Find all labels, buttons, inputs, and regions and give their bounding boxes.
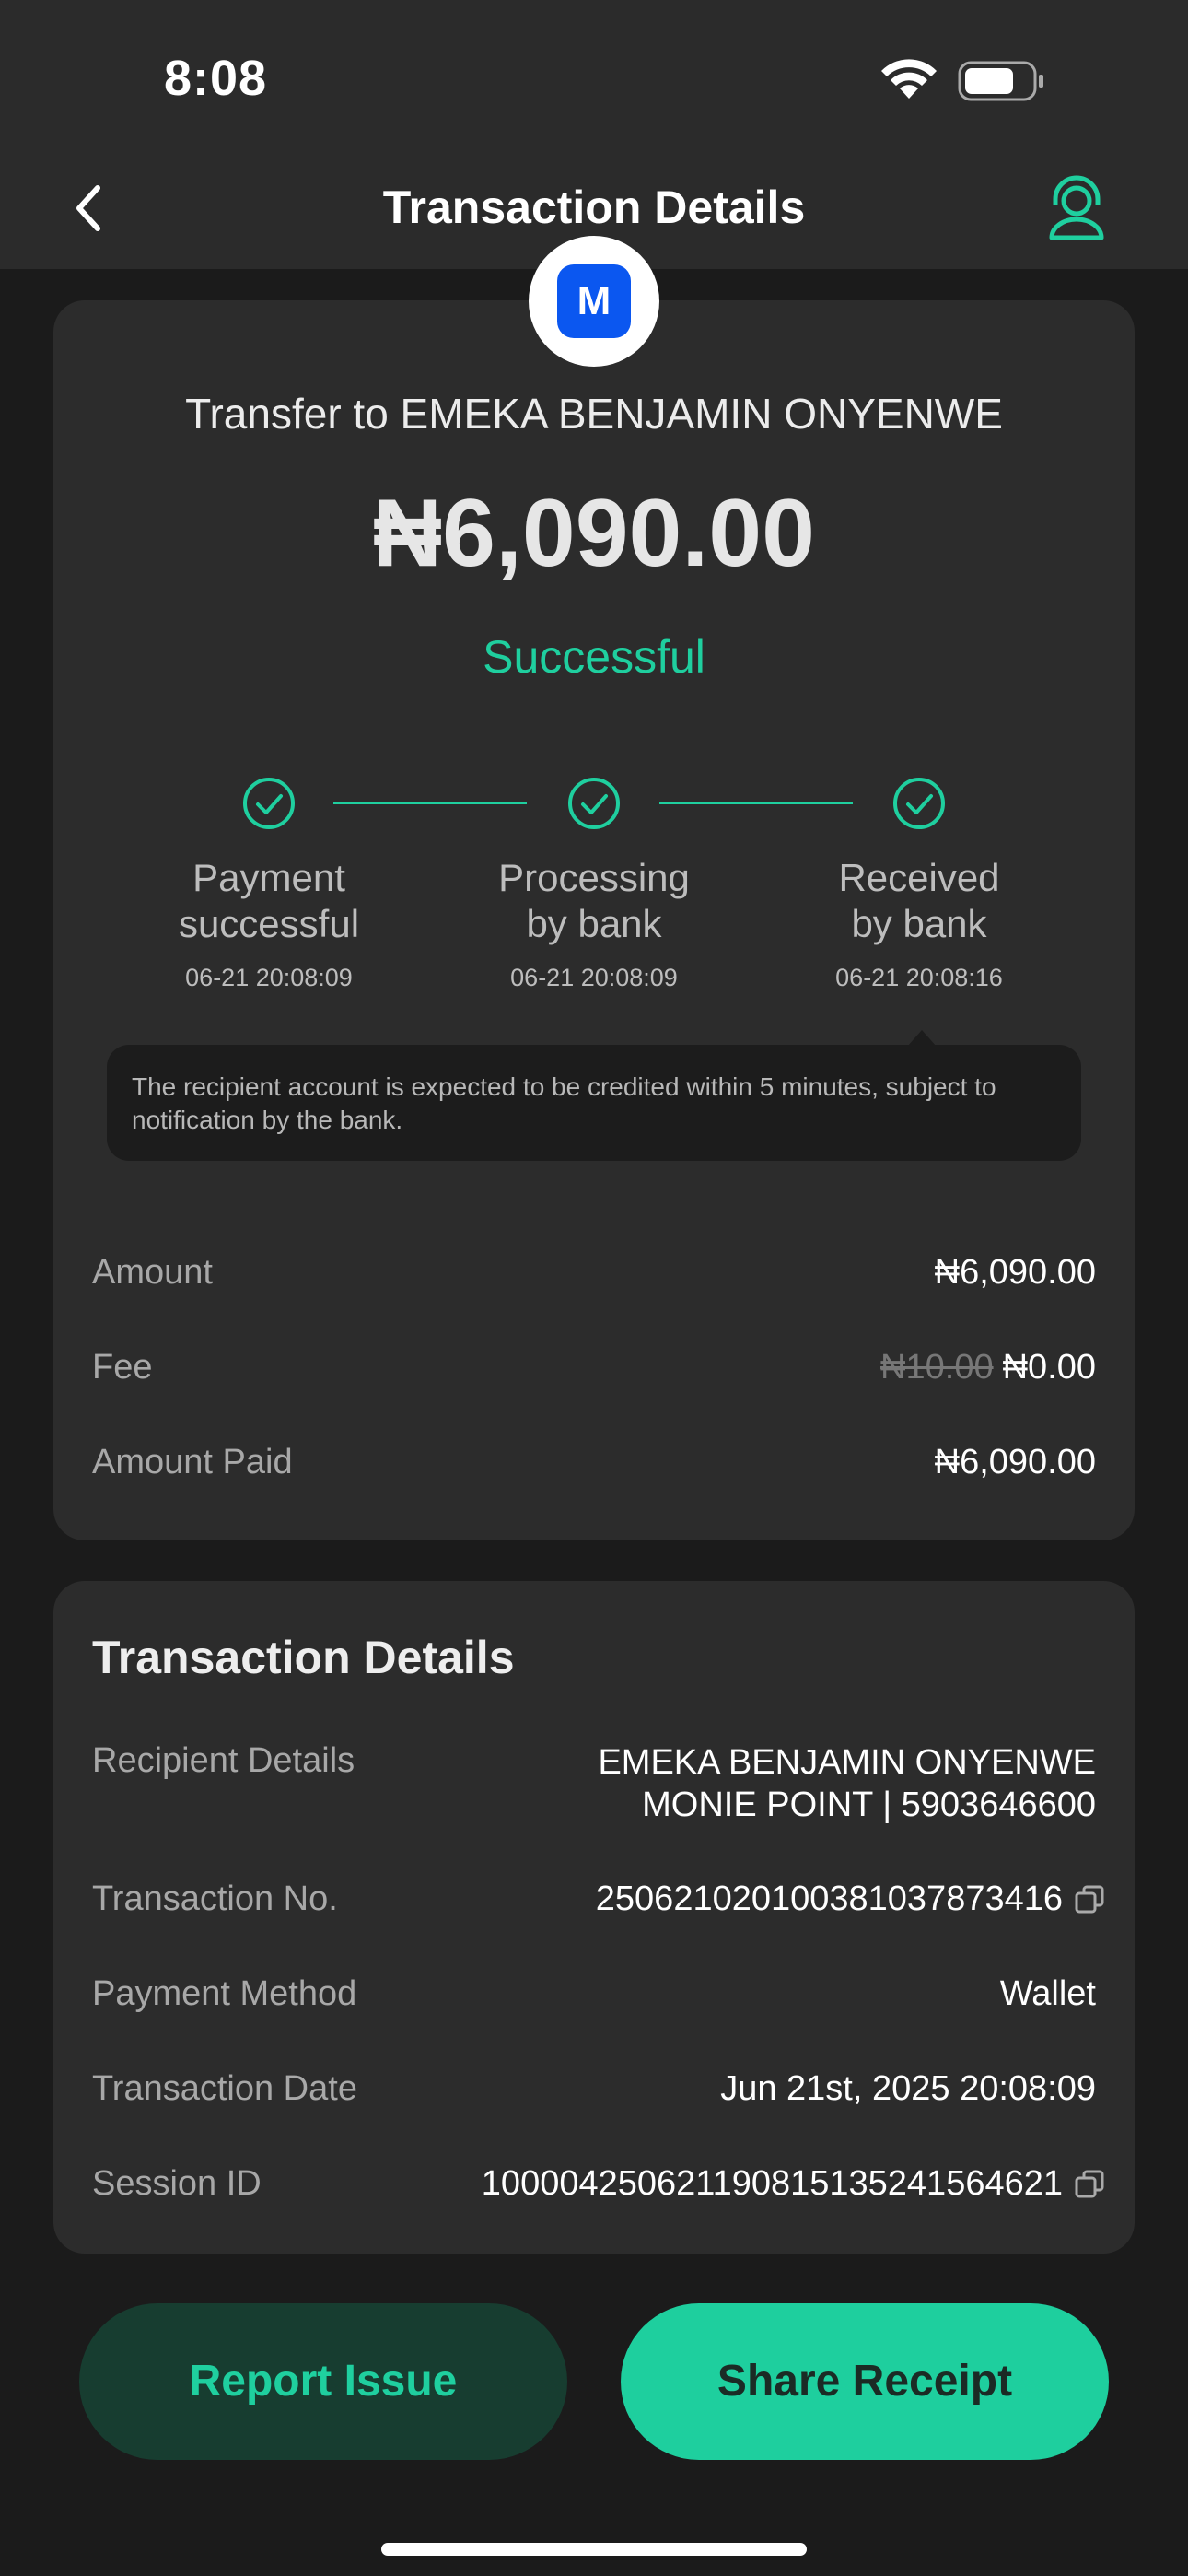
recipient-name: EMEKA BENJAMIN ONYENWE	[598, 1743, 1096, 1782]
recipient-bank-logo	[529, 236, 659, 367]
transfer-title: Transfer to EMEKA BENJAMIN ONYENWE	[185, 390, 1003, 438]
fee-value: ₦0.00	[1002, 1348, 1096, 1387]
home-indicator[interactable]	[381, 2543, 807, 2556]
step-label-line: Processing	[498, 856, 690, 899]
fee-value-group	[880, 1348, 1096, 1388]
recipient-bank-account: MONIE POINT | 5903646600	[642, 1786, 1096, 1824]
share-receipt-button[interactable]: Share Receipt	[621, 2303, 1109, 2460]
page-title: Transaction Details	[382, 181, 806, 233]
copy-icon[interactable]	[1074, 2169, 1105, 2200]
step-label-line: Payment	[192, 856, 345, 899]
recipient-details-label: Recipient Details	[92, 1741, 355, 1780]
check-circle-icon	[241, 776, 297, 831]
copy-icon[interactable]	[1074, 1884, 1105, 1915]
check-circle-icon	[891, 776, 947, 831]
step-label-line: Received	[838, 856, 1000, 899]
section-title: Transaction Details	[92, 1632, 515, 1683]
step-time: 06-21 20:08:09	[510, 964, 678, 991]
amount-paid-label: Amount Paid	[92, 1443, 293, 1481]
step-label-line: by bank	[851, 902, 987, 945]
app-header	[0, 0, 1188, 269]
fee-label: Fee	[92, 1348, 153, 1387]
check-circle-icon	[566, 776, 622, 831]
amount-paid-value: ₦6,090.00	[934, 1443, 1096, 1481]
transaction-date-label: Transaction Date	[92, 2069, 357, 2108]
headset-icon[interactable]	[1044, 175, 1109, 241]
wifi-icon	[879, 58, 938, 100]
transaction-no-value	[596, 1879, 1105, 1919]
session-id-value	[482, 2164, 1105, 2204]
payment-method-label: Payment Method	[92, 1974, 357, 2013]
step-connector	[333, 802, 527, 804]
credit-notice-text: The recipient account is expected to be credited within 5 minutes, subject to notification by the bank.	[132, 1072, 996, 1134]
step-label-line: successful	[178, 902, 360, 945]
transaction-date-value: Jun 21st, 2025 20:08:09	[720, 2069, 1096, 2108]
battery-icon	[958, 61, 1046, 101]
step-connector	[659, 802, 853, 804]
transaction-no-text: 250621020100381037873416	[595, 1879, 1063, 1918]
step-label-line: by bank	[526, 902, 662, 945]
status-time: 8:08	[164, 51, 268, 106]
step-label-received	[790, 855, 1048, 947]
step-label-processing	[465, 855, 723, 947]
transfer-status: Successful	[483, 631, 705, 683]
step-time: 06-21 20:08:09	[185, 964, 353, 991]
report-issue-button[interactable]: Report Issue	[79, 2303, 567, 2460]
amount-label: Amount	[92, 1253, 213, 1292]
payment-method-value: Wallet	[999, 1974, 1096, 2013]
fee-original: ₦10.00	[880, 1348, 994, 1387]
session-id-text: 100004250621190815135241564621	[481, 2164, 1063, 2203]
session-id-label: Session ID	[92, 2164, 262, 2203]
transfer-amount: ₦6,090.00	[373, 480, 815, 587]
step-label-payment	[140, 855, 398, 947]
step-time: 06-21 20:08:16	[835, 964, 1003, 991]
transaction-no-label: Transaction No.	[92, 1879, 338, 1918]
moniepoint-logo-icon: M	[557, 264, 631, 338]
amount-value: ₦6,090.00	[934, 1253, 1096, 1292]
recipient-details-value	[598, 1741, 1096, 1826]
